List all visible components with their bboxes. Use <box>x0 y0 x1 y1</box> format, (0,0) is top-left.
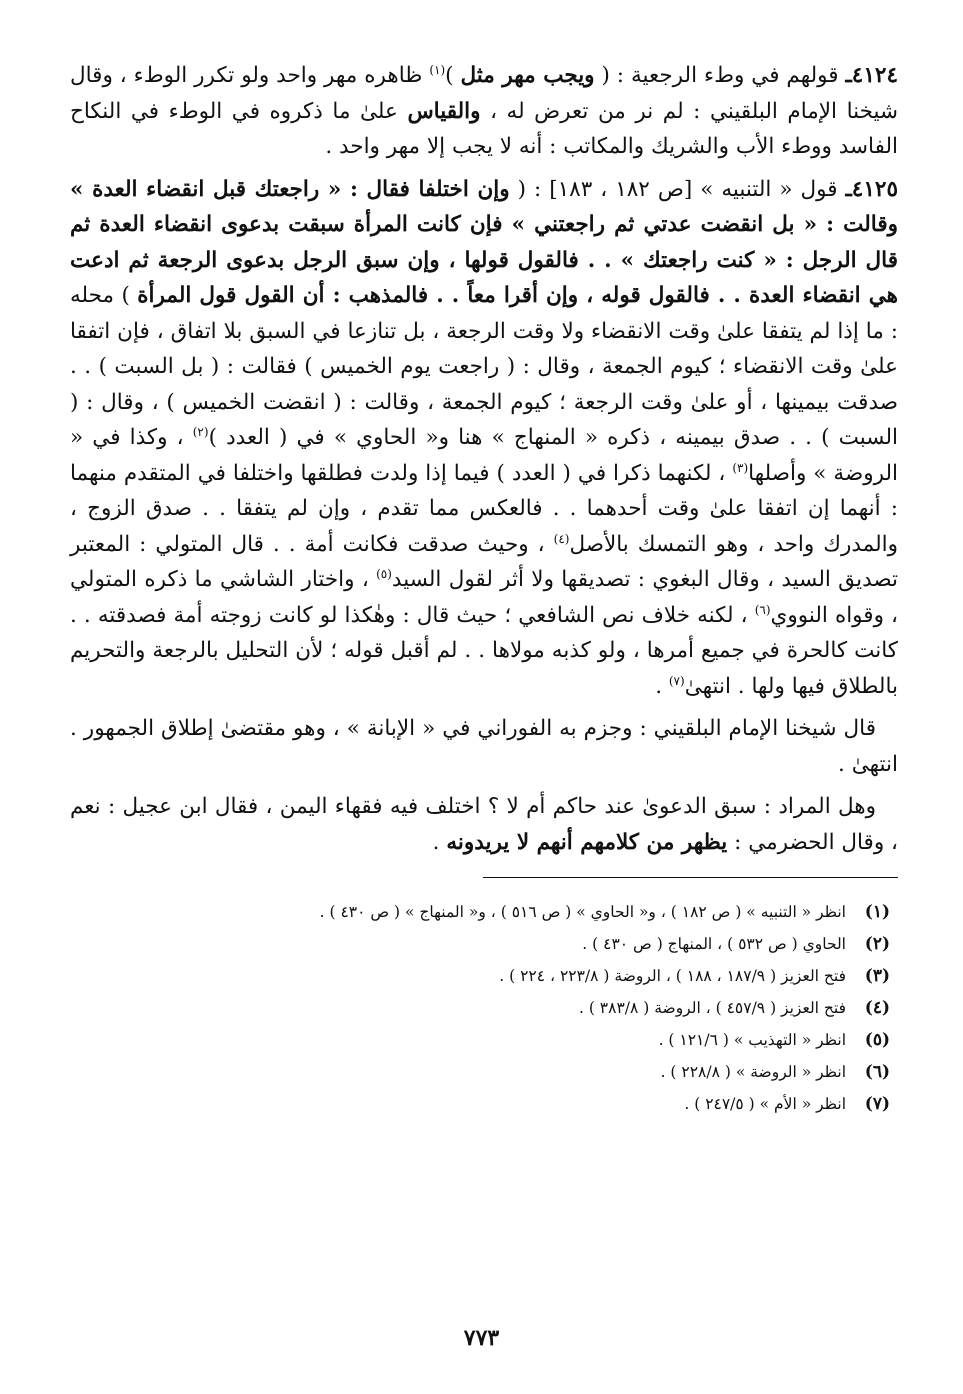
footnote-item <box>70 928 890 960</box>
footnote-ref[interactable]: (٢) <box>192 424 209 439</box>
footnote-mark: (٧) <box>864 1094 890 1114</box>
paragraph-4124 <box>70 58 898 165</box>
footnote-mark: (٤) <box>864 998 890 1018</box>
page-number: ٧٧٣ <box>463 1325 500 1351</box>
paragraph-question <box>70 789 898 860</box>
text-run: ) <box>445 63 461 88</box>
footnote-item <box>70 1056 890 1088</box>
footnote-mark: (١) <box>864 902 890 922</box>
text-run: ، وحيث صدقت فكانت أمة . . قال المتولي : المعتبر تصديق السيد ، وقال البغوي : تصديقها ولا أثر لقول السيد <box>70 531 898 592</box>
footnote-ref[interactable]: (٥) <box>376 566 392 581</box>
footnote-text: فتح العزيز ( ١٨٧/٩ ، ١٨٨ ) ، الروضة ( ٢٢٣/٨ ، ٢٢٤ ) . <box>499 967 846 985</box>
bold-quote: يظهر من كلامهم أنهم لا يريدونه <box>446 829 728 855</box>
footnote-text: الحاوي ( ص ٥٣٢ ) ، المنهاج ( ص ٤٣٠ ) . <box>582 935 846 953</box>
text-run: ، لكنه خلاف نص الشافعي ؛ حيث قال : وهٰكذا لو كانت زوجته أمة فصدقته . . كانت كالحرة في جميع أمرها ، ولو كذبه مولاها . . لم أقبل قوله ؛ لأن التحليل بالرجعة والتحريم بالطلاق فيها ولها . انتهىٰ <box>70 602 898 699</box>
footnote-text: انظر « التنبيه » ( ص ١٨٢ ) ، و« الحاوي » ( ص ٥١٦ ) ، و« المنهاج » ( ص ٤٣٠ ) . <box>319 903 846 921</box>
text-run: علىٰ ما ذكروه في الوطء في النكاح الفاسد ووطء الأب والشريك والمكاتب : أنه لا يجب إلا مهر واحد . <box>70 98 898 159</box>
footnote-item <box>70 1088 890 1120</box>
paragraph-4125 <box>70 172 898 705</box>
footnote-item <box>70 896 890 928</box>
footnote-item <box>70 960 890 992</box>
text-run: وهل المراد : سبق الدعوىٰ عند حاكم أم لا ؟ اختلف فيه فقهاء اليمن ، فقال ابن عجيل : نعم ، وقال الحضرمي : <box>70 794 898 855</box>
text-run: قول « التنبيه » [ص ١٨٢ ، ١٨٣] : ( <box>509 176 846 202</box>
page-body <box>70 58 898 1120</box>
quoted-text: وإن اختلفا فقال : « راجعتك قبل انقضاء العدة » وقالت : « بل انقضت عدتي ثم راجعتني » فإن كانت المرأة سبقت بدعوى انقضاء العدة ثم قال الرجل : « كنت راجعتك » . . فالقول قولها ، وإن سبق الرجل بدعوى الرجعة ثم ادعت هي انقضاء العدة . . فالقول قوله ، وإن أقرا معاً . . فالمذهب : أن القول قول المرأة <box>70 176 898 308</box>
footnote-text: انظر « التهذيب » ( ١٢١/٦ ) . <box>658 1031 846 1049</box>
footnote-text: انظر « الأم » ( ٢٤٧/٥ ) . <box>684 1095 846 1113</box>
text-run: ، لكنهما ذكرا في ( العدد ) فيما إذا ولدت فطلقها واختلفا في المتقدم منهما : أنهما إن اتفقا علىٰ وقت أحدهما . . فالعكس مما تقدم ، وإن لم يتفقا . . صدق الزوج ، والمدرك واحد ، وهو التمسك بالأصل <box>70 460 899 557</box>
text-run: ، واختار الشاشي ما ذكره المتولي ، وقواه النووي <box>70 567 898 628</box>
main-text <box>70 58 898 860</box>
footnote-ref[interactable]: (٤) <box>553 531 570 546</box>
footnote-text: انظر « الروضة » ( ٢٢٨/٨ ) . <box>660 1063 846 1081</box>
text-run: . <box>655 673 669 699</box>
footnotes <box>70 896 898 1120</box>
footnote-item <box>70 1024 890 1056</box>
issue-number: ٤١٢٥ـ <box>845 176 898 202</box>
footnote-mark: (٦) <box>864 1062 890 1082</box>
quoted-text: ويجب مهر مثل <box>460 63 595 88</box>
paragraph-bulqini: قال شيخنا الإمام البلقيني : وجزم به الفوراني في « الإبانة » ، وهو مقتضىٰ إطلاق الجمهور . انتهىٰ . <box>70 716 898 777</box>
text-run: ظاهره مهر واحد ولو تكرر الوطء ، وقال شيخنا الإمام البلقيني : لم نر من تعرض له ، <box>70 63 898 124</box>
footnote-item <box>70 992 890 1024</box>
footnote-mark: (٣) <box>864 966 890 986</box>
text-run: ) محله : ما إذا لم يتفقا علىٰ وقت الانقضاء ولا وقت الرجعة ، بل تنازعا في السبق بلا اتفاق ، فإن اتفقا علىٰ وقت الانقضاء ؛ كيوم الجمعة ، وقال : ( راجعت يوم الخميس ) فقالت : ( بل السبت ) . . صدقت بيمينها ، أو علىٰ وقت الرجعة ؛ كيوم الجمعة ، وقالت : ( انقضت الخميس ) ، وقال : ( السبت ) . . صدق بيمينه ، ذكره « المنهاج » هنا و« الحاوي » في ( العدد ) <box>70 283 898 450</box>
text-run: قولهم في وطء الرجعية : ( <box>594 63 846 88</box>
footnote-divider <box>483 877 898 878</box>
footnote-mark: (٥) <box>864 1030 890 1050</box>
issue-number: ٤١٢٤ـ <box>845 63 898 88</box>
text-run: . <box>432 829 447 855</box>
footnote-ref[interactable]: (١) <box>429 62 446 77</box>
footnote-ref[interactable]: (٧) <box>668 673 685 688</box>
footnote-text: فتح العزيز ( ٤٥٧/٩ ) ، الروضة ( ٣٨٣/٨ ) . <box>578 999 846 1017</box>
footnote-ref[interactable]: (٣) <box>732 460 749 475</box>
footnote-ref[interactable]: (٦) <box>754 602 771 617</box>
footnote-mark: (٢) <box>864 934 890 954</box>
bold-term: والقياس <box>407 98 481 124</box>
text-run: ، وكذا في « الروضة » وأصلها <box>70 425 898 486</box>
